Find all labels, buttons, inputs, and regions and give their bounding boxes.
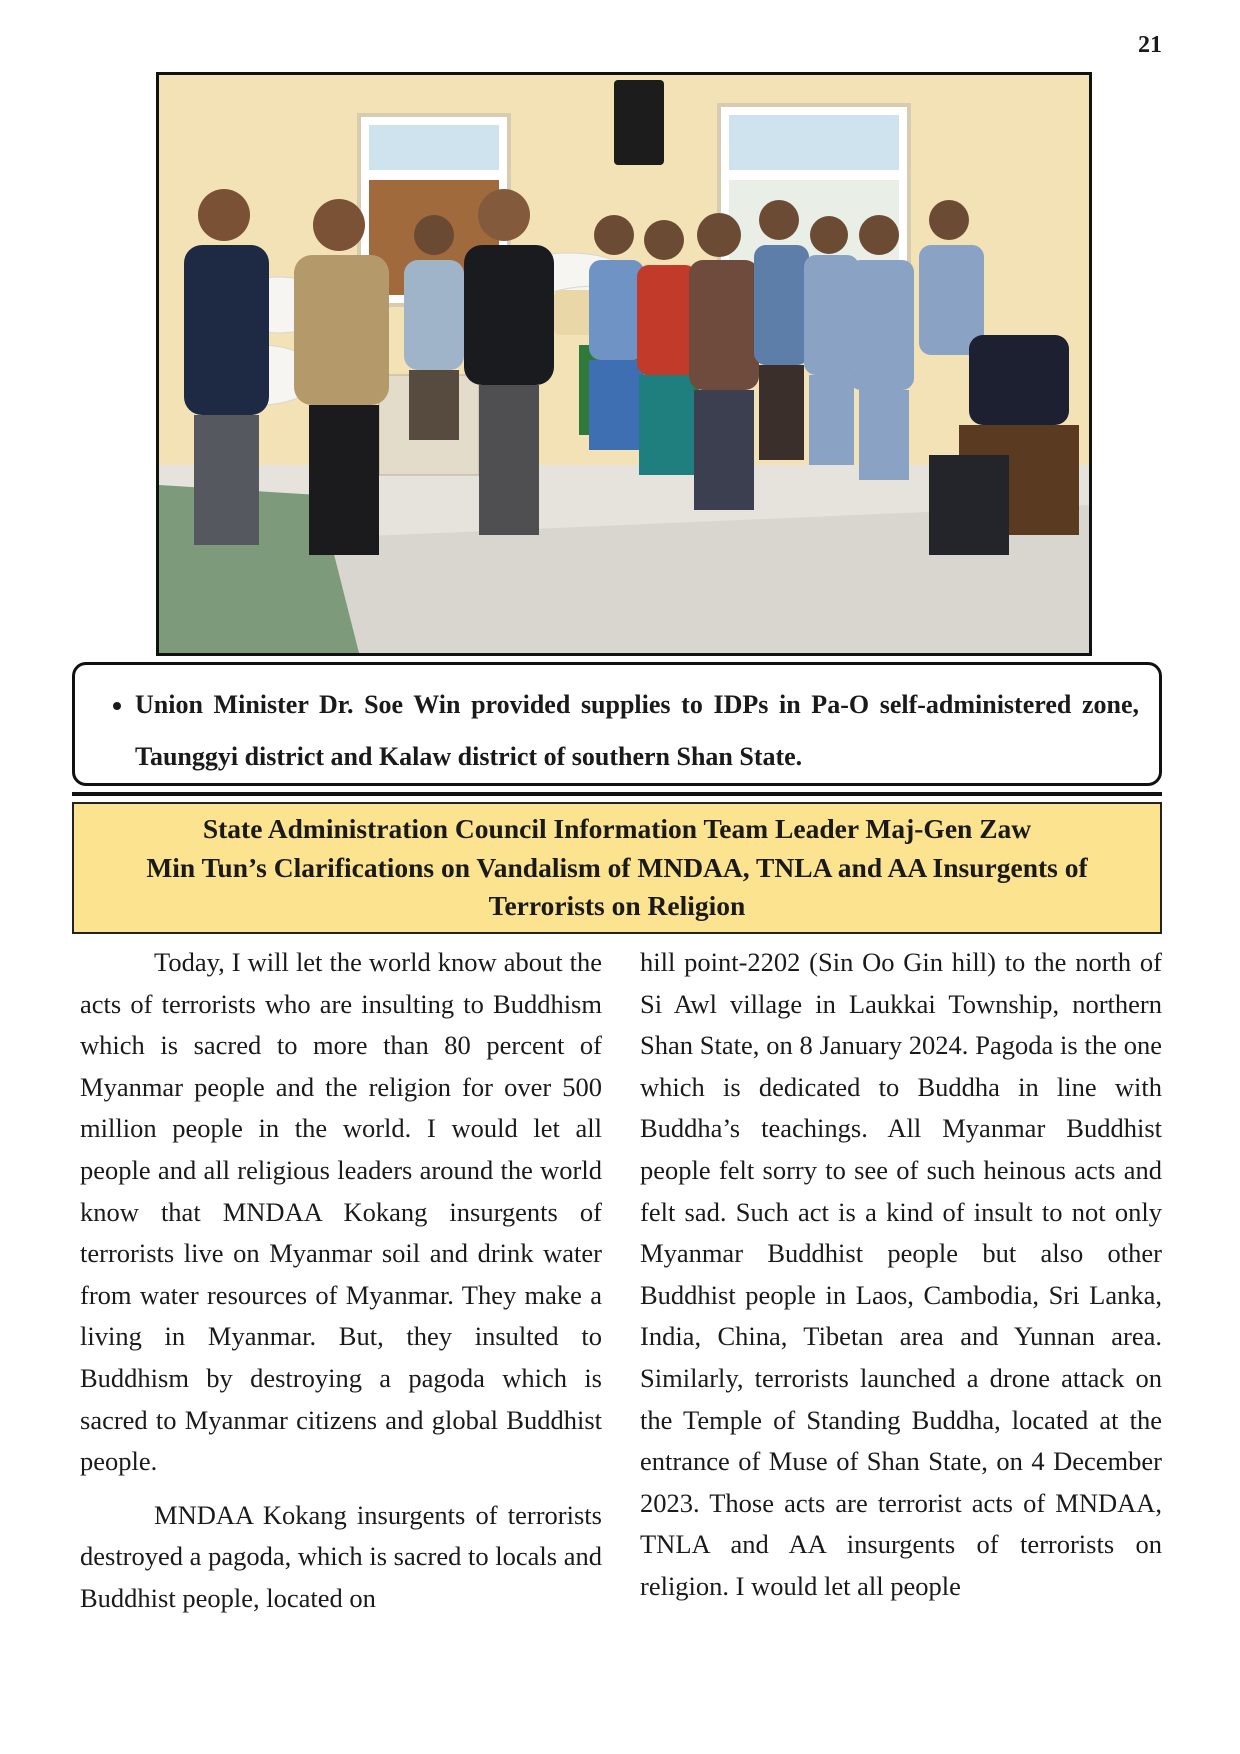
speaker-box (614, 80, 664, 165)
photo-caption: • Union Minister Dr. Soe Win provided supplies to IDPs in Pa-O self-administered zone, Taunggyi district and Kalaw district of southern Shan State. (135, 679, 1139, 783)
photo-illustration (159, 75, 1089, 653)
article-headline (72, 802, 1162, 934)
headline-line-3: Terrorists on Religion (488, 890, 746, 922)
photo-caption-box (72, 662, 1162, 786)
headline-line-1: State Administration Council Information Team Leader Maj-Gen Zaw (202, 813, 1032, 845)
news-photo (156, 72, 1092, 656)
article-paragraph: MNDAA Kokang insurgents of terrorists destroyed a pagoda, which is sacred to locals and Buddhist people, located on (80, 1499, 602, 1613)
section-divider (72, 792, 1162, 796)
article-right-column (640, 942, 1162, 1608)
headline-line-2: Min Tun’s Clarifications on Vandalism of MNDAA, TNLA and AA Insurgents of (146, 851, 1088, 883)
article-paragraph: Today, I will let the world know about the acts of terrorists who are insulting to Buddhism which is sacred to more than 80 percent of Myanmar people and the religion for over 500 million people in the world. I would let all people and all religious leaders around the world know that MNDAA Kokang insurgents of terrorists live on Myanmar soil and drink water from water resources of Myanmar. They make a living in Myanmar. But, they insulted to Buddhism by destroying a pagoda which is sacred to Myanmar citizens and global Buddhist people. (80, 947, 602, 1477)
article-paragraph: hill point-2202 (Sin Oo Gin hill) to the north of Si Awl village in Laukkai Township, northern Shan State, on 8 January 2024. Pagoda is the one which is dedicated to Buddha in line with Buddha’s teachings. All Myanmar Buddhist people felt sorry to see of such heinous acts and felt sad. Such act is a kind of insult to not only Myanmar Buddhist people but also other Buddhist people in Laos, Cambodia, Sri Lanka, India, China, Tibetan area and Yunnan area. Similarly, terrorists launched a drone attack on the Temple of Standing Buddha, located at the entrance of Muse of Shan State, on 4 December 2023. Those acts are terrorist acts of MNDAA, TNLA and AA insurgents of terrorists on religion. I would let all people (640, 947, 1162, 1601)
article-left-column (80, 942, 602, 1620)
caption-list (95, 679, 1139, 783)
page-number: 21 (1138, 32, 1162, 58)
